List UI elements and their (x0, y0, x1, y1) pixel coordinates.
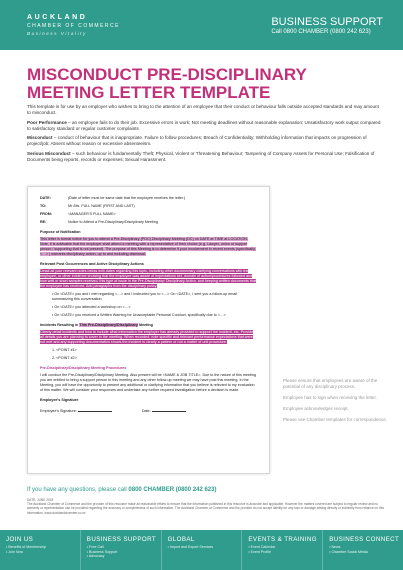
side-note: Please use Chamber templates for correspondence. (283, 417, 388, 422)
relevant-body: Detail all your relevant notes below with dates regarding this topic, including other documentary clarifying conversations with the employee, or other evidence showing that the employee was aware of expectations set, domain of action/procedures followed and how well or short samples received, this type of issue in the Pre-Disciplinary/ Disciplinary Action, and keeping written documents that the employee has received. Add paragraphs from the disciplinary policy. (40, 269, 257, 288)
intro-text: – conduct of behaviour that is inappropriate. Failure to follow procedures; Breach of Confidentiality; Withholding information that impacts on progression of project/job; Absent without reason or excessive absenteeism. (27, 135, 367, 147)
procedures-text: I will conduct the Pre-Disciplinary/Disciplinary Meeting. Also present will be <NAME & JOB TITLE>. Due to the nature of this meeting you are entitled to bring a support person to this meeting and any other follow-up meeting we may have post this meeting. In the Meeting, you will have the opportunity to present any additional or clarifying information that you believe is relevant to my evaluation of this matter. We will consider your responses and undertake any further required investigation before a decision is made. (40, 373, 256, 392)
intro-label: Poor Performance (27, 119, 67, 125)
footer-heading: JOIN US (6, 536, 34, 543)
list-item: • On <DATE> you and I met regarding <…> and I instructed you to <…> On <DATE>, I sent you a follow-up email summarizing this conversation (52, 292, 238, 301)
date-sig-label: Date: (141, 409, 151, 413)
date-line (152, 411, 186, 412)
list-item: • On <DATE> you received a Written Warning for Unacceptable Personal Conduct, specifically due to <…> (52, 313, 226, 317)
from-label: FROM: (40, 212, 53, 216)
from-value: <MANAGER'S FULL NAME> (68, 212, 116, 216)
brand-subtitle: CHAMBER OF COMMERCE (27, 23, 120, 29)
footer-business-connect[interactable] (323, 530, 403, 570)
side-note: Employee acknowledges receipt. (283, 406, 349, 411)
footer-nav (0, 530, 403, 570)
bullet-text: On <DATE> you and I met regarding <…> and I instructed you to <…> On <DATE>, I sent you a follow-up email summarizing this conversation (52, 292, 238, 301)
incidents-heading-start: Incidents Resulting in (40, 323, 79, 327)
purpose-text (40, 237, 257, 257)
bullet-text: On <DATE> you attended a workshop on <…> (54, 305, 131, 309)
footer-link[interactable]: • Chamber Social Media (329, 549, 368, 554)
support-box (271, 16, 383, 37)
intro-misconduct (27, 135, 383, 148)
incidents-heading (40, 323, 257, 328)
intro-poor-performance (27, 120, 383, 133)
footer-heading: EVENTS & TRAINING (248, 536, 317, 543)
contact-phone[interactable]: 0800 CHAMBER (0800 242 623) (128, 487, 217, 493)
footer-link[interactable]: • Import and Export Services (167, 545, 214, 549)
footer-heading: BUSINESS SUPPORT (86, 536, 157, 543)
procedures-heading: Pre-Disciplinary/Disciplinary Meeting Procedures (40, 366, 127, 370)
date-value: (Date of letter must be same date that the employee receives the letter.) (68, 196, 186, 200)
purpose-heading: Purpose of Notification (40, 230, 81, 234)
brand-tagline: Business Vitality (27, 31, 87, 36)
footer-link[interactable]: • News (329, 545, 341, 549)
footer-global[interactable] (162, 530, 243, 570)
signature-line (78, 411, 112, 412)
footer-link[interactable]: • Benefits of Membership (6, 545, 47, 549)
footer-join-us[interactable] (0, 530, 81, 570)
intro-label: Misconduct (27, 135, 53, 141)
list-item: 1. <POINT #1> (52, 348, 77, 352)
incidents-heading-highlight: This Pre-Disciplinary/Disciplinary (79, 323, 138, 327)
signature-row (40, 409, 257, 414)
signature-heading: Employee's Signature (40, 398, 79, 402)
relevant-heading: Relevant Post Occurrences and Active Disciplinary Actions (40, 262, 144, 266)
footer-link[interactable]: • Business Support (86, 549, 118, 554)
support-title: BUSINESS SUPPORT (271, 16, 383, 28)
fine-print (27, 498, 387, 515)
incidents-body: Clearly detail incidents and how to include what information the employer has already provided to support the incident, etc. Provide all details you are planning to cover in the meeting. When recorded, note specific and relevant performance expectations that were not met and any supporting documentation shows the incident is clearly a pattern or not a matter of unit procedure. (40, 330, 254, 344)
side-notes (283, 378, 393, 428)
point-text: <POINT #2> (56, 356, 77, 360)
purpose-body: This letter is formal notice for you to attend a Pre-Disciplinary (PDC) Disciplinary Meeting (DC) on DATE at TIME at LOCATION. Note, it is advisable that the employer shall attend a meeting with a representative of their choice (e.g. Lawyer, union or support person / supporting that is not present). The purpose of this Meeting is to determine if your involvement in recent events (specifically, <…> ) warrants disciplinary action, up to and including dismissal. (40, 237, 256, 256)
list-item: 2. <POINT #2> (52, 356, 77, 360)
footer-events-training[interactable] (242, 530, 323, 570)
letter-from-row (40, 212, 257, 217)
date-line-text: DATE: JUNE 2015 (27, 498, 54, 502)
relevant-text (40, 269, 257, 289)
intro-serious-misconduct (27, 151, 383, 164)
header-banner (0, 0, 403, 50)
letter-re-row (40, 220, 257, 225)
footer-link[interactable]: • Join Now (6, 549, 24, 554)
to-value: Mr /Ms. FULL NAME (FIRST AND LAST) (68, 204, 135, 208)
side-note: Please ensure that employees are aware of the potential of any disciplinary process. (283, 378, 378, 389)
page-title: MISCONDUCT PRE-DISCIPLINARY MEETING LETTER TEMPLATE (27, 65, 307, 102)
footer-heading: GLOBAL (167, 536, 195, 543)
re-label: RE: (40, 220, 47, 224)
signature-field[interactable] (40, 409, 112, 414)
letter-to-row (40, 204, 257, 209)
occurrence-list (40, 292, 257, 318)
intro-text: – an employee fails to do their job. Excessive errors in work; Not meeting deadlines without reasonable explanation; Unsatisfactory work output compared to satisfactory standard or regular customer complaints (27, 119, 381, 131)
date-field[interactable] (142, 409, 186, 414)
point-text: <POINT #1> (56, 348, 77, 352)
to-label: TO: (40, 204, 47, 208)
intro-text: – such behaviour is fundamentally Theft; Physical, Violent or Threatening Behaviour; Tampering of Company Assets for Personal Use; Falsification of Documents being reports, records or expenses; Sexual Harassment. (27, 150, 375, 163)
signature-label: Employee's Signature: (40, 409, 77, 413)
contact-prefix: If you have any questions, please call (27, 487, 127, 493)
footer-link[interactable]: • Free Call (86, 545, 104, 549)
disclaimer-text: The Auckland Chamber of Commerce and the provider of this resource make all reasonable efforts to ensure that the information published in this resource is accurate and applicable. However the matters covered are subject to regular review and no warranty or representation can be provided regarding the accuracy or completeness of such information. The Auckland Chamber of Commerce and the provider do not accept liability for any loss or damage arising directly or indirectly from reliance on this information. www.aucklandchamber.co.nz (27, 502, 384, 515)
support-phone[interactable]: Call 0800 CHAMBER (0800 242 623) (271, 29, 371, 35)
re-value: Notice to Attend a Pre-Disciplinary/Disciplinary Meeting (68, 220, 158, 224)
letter-date-row (40, 196, 257, 201)
date-label: DATE: (40, 196, 51, 200)
intro-label: Serious Misconduct (27, 150, 71, 156)
chamber-logo[interactable] (27, 14, 120, 38)
side-note: Employee has to sign when receiving the letter. (283, 395, 378, 400)
intro-paragraph: This template is for use by an employer who wishes to bring to the attention of an employee that their conduct or behaviour falls outside accepted standards and may amount to misconduct. (27, 104, 379, 116)
footer-heading: BUSINESS CONNECT (329, 536, 400, 543)
incidents-heading-end: Meeting (139, 323, 153, 327)
incidents-text (40, 330, 257, 345)
footer-link[interactable]: • Advocacy (86, 554, 105, 559)
brand-name: AUCKLAND (27, 14, 88, 21)
points-list (40, 348, 257, 361)
bullet-text: On <DATE> you received a Written Warning for Unacceptable Personal Conduct, specifically due to <…> (54, 313, 226, 317)
footer-link[interactable]: • Event Profile (248, 549, 272, 554)
list-item: • On <DATE> you attended a workshop on <…> (52, 305, 131, 309)
footer-business-support[interactable] (81, 530, 162, 570)
intro-section (27, 104, 383, 166)
contact-line (27, 487, 216, 493)
footer-link[interactable]: • Event Calendar (248, 545, 276, 549)
letter-template (27, 186, 270, 474)
